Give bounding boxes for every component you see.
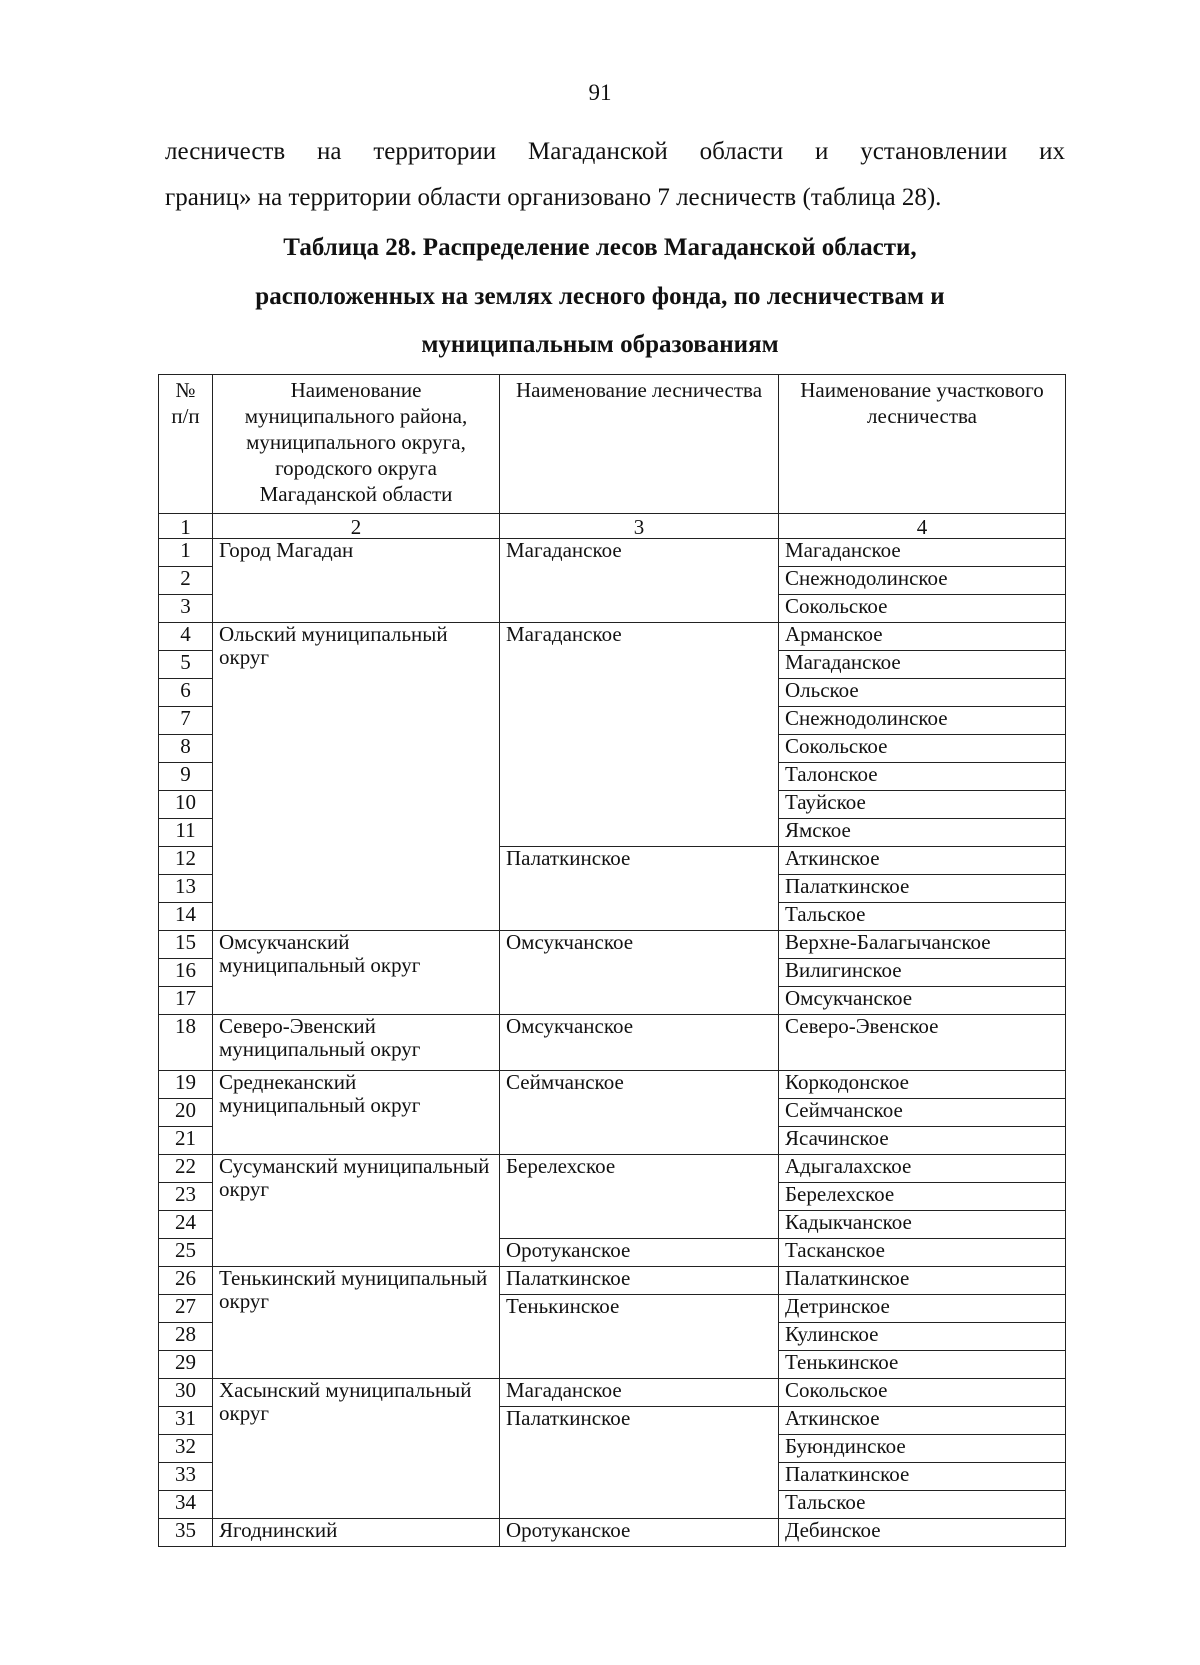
column-number: 2 (213, 514, 500, 539)
district-forestry-cell: Ясачинское (779, 1127, 1066, 1155)
municipality-cell: Среднеканский муниципальный округ (213, 1071, 500, 1155)
row-number-cell: 6 (159, 679, 213, 707)
row-number-cell: 25 (159, 1239, 213, 1267)
row-number-cell: 23 (159, 1183, 213, 1211)
table-header-row (159, 375, 1066, 514)
table-row (159, 1519, 1066, 1547)
district-forestry-cell: Сокольское (779, 595, 1066, 623)
row-number-cell: 19 (159, 1071, 213, 1099)
district-forestry-cell: Адыгалахское (779, 1155, 1066, 1183)
table-row (159, 931, 1066, 959)
municipality-cell: Ольский муниципальный округ (213, 623, 500, 931)
row-number-cell: 13 (159, 875, 213, 903)
table-row (159, 1379, 1066, 1407)
district-forestry-cell: Сокольское (779, 1379, 1066, 1407)
municipality-cell: Сусуманский муниципальный округ (213, 1155, 500, 1267)
district-forestry-cell: Кадыкчанское (779, 1211, 1066, 1239)
district-forestry-cell: Берелехское (779, 1183, 1066, 1211)
row-number-cell: 28 (159, 1323, 213, 1351)
table-row (159, 1015, 1066, 1071)
row-number-cell: 15 (159, 931, 213, 959)
row-number-cell: 7 (159, 707, 213, 735)
row-number-cell: 4 (159, 623, 213, 651)
district-forestry-cell: Палаткинское (779, 1267, 1066, 1295)
district-forestry-cell: Тальское (779, 1491, 1066, 1519)
row-number-cell: 32 (159, 1435, 213, 1463)
row-number-cell: 30 (159, 1379, 213, 1407)
row-number-cell: 1 (159, 539, 213, 567)
district-forestry-cell: Коркодонское (779, 1071, 1066, 1099)
table-body (159, 539, 1066, 1547)
forestry-cell: Сеймчанское (500, 1071, 779, 1155)
row-number-cell: 27 (159, 1295, 213, 1323)
district-forestry-cell: Талонское (779, 763, 1066, 791)
table-row (159, 539, 1066, 567)
row-number-cell: 22 (159, 1155, 213, 1183)
forestry-cell: Магаданское (500, 623, 779, 847)
row-number-cell: 16 (159, 959, 213, 987)
column-number: 4 (779, 514, 1066, 539)
forestry-cell: Палаткинское (500, 1407, 779, 1519)
row-number-cell: 3 (159, 595, 213, 623)
row-number-cell: 18 (159, 1015, 213, 1071)
table-row (159, 1071, 1066, 1099)
table-row (159, 1267, 1066, 1295)
row-number-cell: 10 (159, 791, 213, 819)
district-forestry-cell: Магаданское (779, 539, 1066, 567)
intro-line-1: лесничеств на территории Магаданской области и установлении их (165, 138, 1065, 165)
row-number-cell: 35 (159, 1519, 213, 1547)
district-forestry-cell: Палаткинское (779, 1463, 1066, 1491)
table-caption-line-3: муниципальным образованиям (421, 331, 779, 358)
district-forestry-cell: Ольское (779, 679, 1066, 707)
district-forestry-cell: Аткинское (779, 847, 1066, 875)
district-forestry-cell: Сеймчанское (779, 1099, 1066, 1127)
district-forestry-cell: Ямское (779, 819, 1066, 847)
table-row (159, 1155, 1066, 1183)
header-forestry: Наименование лесничества (500, 375, 779, 514)
district-forestry-cell: Тасканское (779, 1239, 1066, 1267)
row-number-cell: 17 (159, 987, 213, 1015)
row-number-cell: 29 (159, 1351, 213, 1379)
forestry-table (158, 374, 1066, 1547)
row-number-cell: 21 (159, 1127, 213, 1155)
page-number: 91 (588, 80, 612, 105)
row-number-cell: 11 (159, 819, 213, 847)
forestry-cell: Омсукчанское (500, 1015, 779, 1071)
district-forestry-cell: Тенькинское (779, 1351, 1066, 1379)
district-forestry-cell: Кулинское (779, 1323, 1066, 1351)
column-number: 3 (500, 514, 779, 539)
municipality-cell: Ягоднинский (213, 1519, 500, 1547)
row-number-cell: 8 (159, 735, 213, 763)
row-number-cell: 26 (159, 1267, 213, 1295)
district-forestry-cell: Северо-Эвенское (779, 1015, 1066, 1071)
row-number-cell: 2 (159, 567, 213, 595)
district-forestry-cell: Снежнодолинское (779, 567, 1066, 595)
row-number-cell: 5 (159, 651, 213, 679)
forestry-cell: Магаданское (500, 539, 779, 623)
forestry-cell: Оротуканское (500, 1239, 779, 1267)
municipality-cell: Северо-Эвенский муниципальный округ (213, 1015, 500, 1071)
district-forestry-cell: Тальское (779, 903, 1066, 931)
district-forestry-cell: Омсукчанское (779, 987, 1066, 1015)
column-number-row (159, 514, 1066, 539)
forestry-cell: Омсукчанское (500, 931, 779, 1015)
district-forestry-cell: Дебинское (779, 1519, 1066, 1547)
table-caption-line-1: Таблица 28. Распределение лесов Магаданской области, (283, 234, 917, 261)
municipality-cell: Город Магадан (213, 539, 500, 623)
row-number-cell: 33 (159, 1463, 213, 1491)
district-forestry-cell: Арманское (779, 623, 1066, 651)
row-number-cell: 14 (159, 903, 213, 931)
district-forestry-cell: Магаданское (779, 651, 1066, 679)
header-municipality: Наименование муниципального района, муниципального округа, городского округа Магаданской области (213, 375, 500, 514)
district-forestry-cell: Вилигинское (779, 959, 1066, 987)
district-forestry-cell: Палаткинское (779, 875, 1066, 903)
table-row (159, 623, 1066, 651)
forestry-cell: Палаткинское (500, 1267, 779, 1295)
row-number-cell: 34 (159, 1491, 213, 1519)
header-number: № п/п (159, 375, 213, 514)
row-number-cell: 31 (159, 1407, 213, 1435)
municipality-cell: Омсукчанский муниципальный округ (213, 931, 500, 1015)
municipality-cell: Хасынский муниципальный округ (213, 1379, 500, 1519)
district-forestry-cell: Сокольское (779, 735, 1066, 763)
district-forestry-cell: Тауйское (779, 791, 1066, 819)
header-district-forestry: Наименование участкового лесничества (779, 375, 1066, 514)
row-number-cell: 20 (159, 1099, 213, 1127)
municipality-cell: Тенькинский муниципальный округ (213, 1267, 500, 1379)
district-forestry-cell: Снежнодолинское (779, 707, 1066, 735)
row-number-cell: 9 (159, 763, 213, 791)
forestry-cell: Берелехское (500, 1155, 779, 1239)
forestry-cell: Тенькинское (500, 1295, 779, 1379)
row-number-cell: 12 (159, 847, 213, 875)
forestry-cell: Оротуканское (500, 1519, 779, 1547)
district-forestry-cell: Буюндинское (779, 1435, 1066, 1463)
forestry-cell: Палаткинское (500, 847, 779, 931)
intro-line-2: границ» на территории области организовано 7 лесничеств (таблица 28). (165, 184, 942, 211)
column-number: 1 (159, 514, 213, 539)
district-forestry-cell: Верхне-Балагычанское (779, 931, 1066, 959)
row-number-cell: 24 (159, 1211, 213, 1239)
table-caption-line-2: расположенных на землях лесного фонда, по лесничествам и (255, 283, 945, 310)
forestry-cell: Магаданское (500, 1379, 779, 1407)
district-forestry-cell: Аткинское (779, 1407, 1066, 1435)
district-forestry-cell: Детринское (779, 1295, 1066, 1323)
